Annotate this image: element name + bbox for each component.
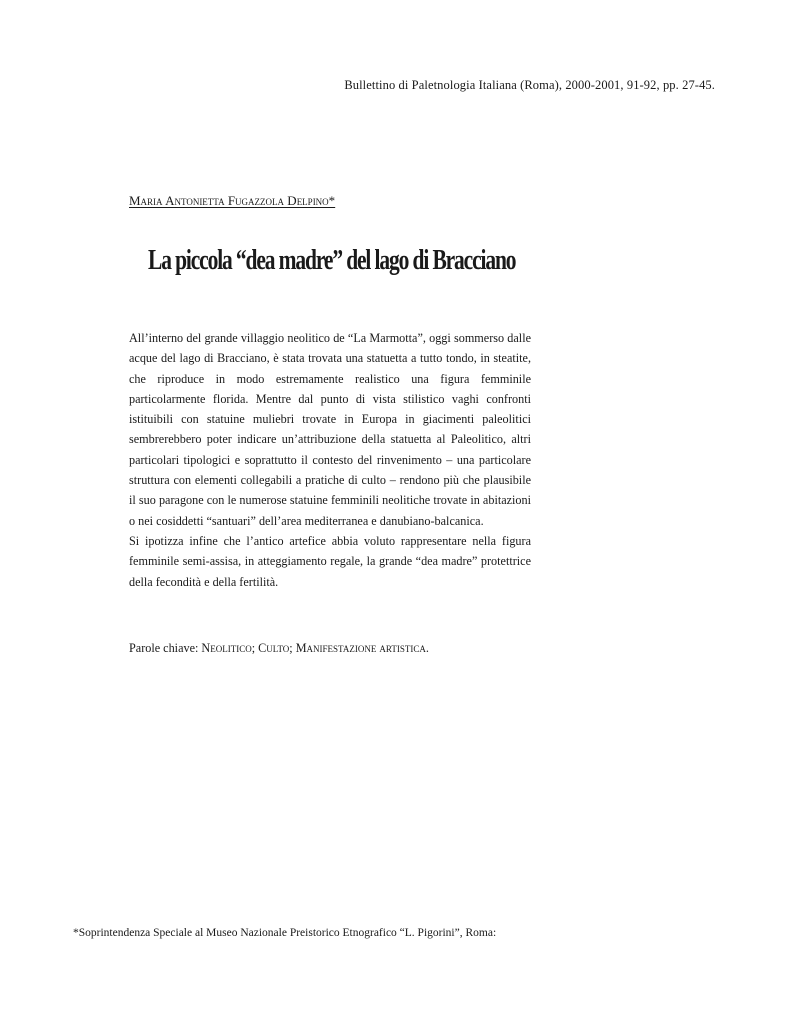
- keywords: [129, 641, 429, 656]
- keywords-list: Neolitico; Culto; Manifestazione artistica.: [201, 641, 429, 655]
- article-title: La piccola “dea madre” del lago di Bracciano: [148, 244, 516, 276]
- affiliation-footnote: *Soprintendenza Speciale al Museo Nazionale Preistorico Etnografico “L. Pigorini”, Roma:: [73, 927, 497, 939]
- author-name: Maria Antonietta Fugazzola Delpino*: [129, 193, 336, 208]
- abstract: [129, 328, 531, 592]
- keywords-label: Parole chiave:: [129, 641, 199, 655]
- abstract-paragraph: Si ipotizza infine che l’antico artefice abbia voluto rappresentare nella figura femminile semi-assisa, in atteggiamento regale, la grande “dea madre” protettrice della fecondità e della fertilità.: [129, 533, 531, 589]
- journal-citation: Bullettino di Paletnologia Italiana (Roma), 2000-2001, 91-92, pp. 27-45.: [344, 78, 715, 92]
- abstract-paragraph: All’interno del grande villaggio neolitico de “La Marmotta”, oggi sommerso dalle acque del lago di Bracciano, è stata trovata una statuetta a tutto tondo, in steatite, che riproduce in modo estremamente realistico una figura femminile particolarmente florida. Mentre dal punto di vista stilistico vaghi confronti istituibili con statuine muliebri trovate in Europa in giacimenti paleolitici sembrerebbero poter indicare un’attribuzione della statuetta al Paleolitico, altri particolari tipologici e soprattutto il contesto del rinvenimento – una particolare struttura con elementi collegabili a pratiche di culto – rendono più che plausibile il suo paragone con le numerose statuine femminili neolitiche trovate in abitazioni o nei cosiddetti “santuari” dell’area mediterranea e danubiano-balcanica.: [129, 331, 531, 528]
